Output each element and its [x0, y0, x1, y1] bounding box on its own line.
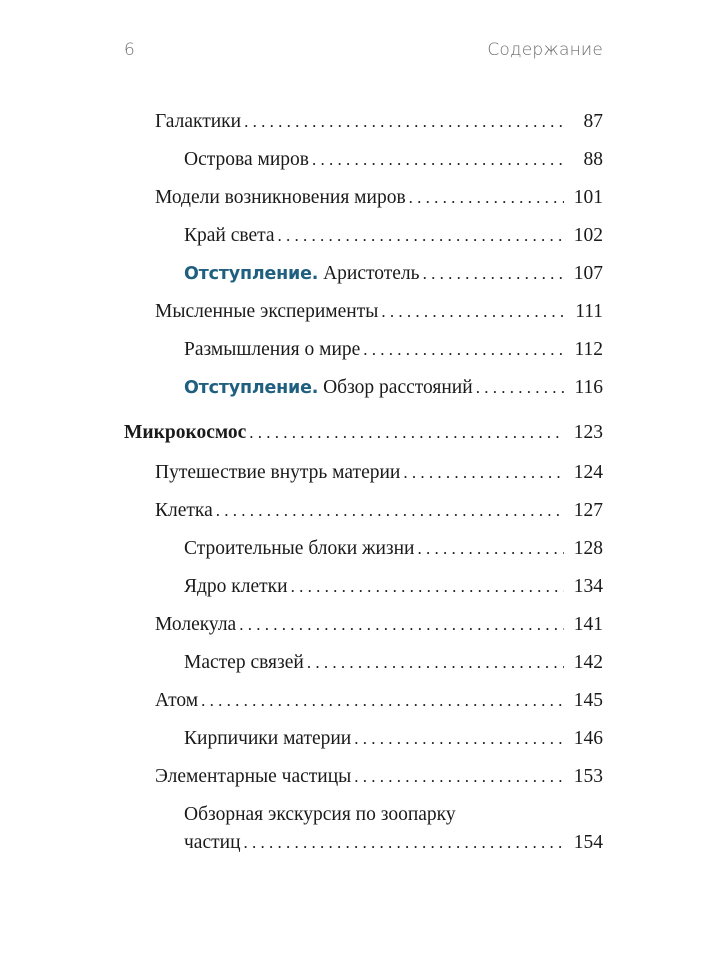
toc-entry[interactable]	[184, 650, 603, 676]
toc-entry-page: 142	[573, 652, 603, 673]
toc-entry-title: Атом	[155, 690, 199, 711]
digression-label: Отступление.	[184, 264, 319, 284]
toc-entry-page: 141	[573, 614, 603, 635]
dot-leader	[249, 420, 564, 446]
toc-entry-title-text: Обзор расстояний	[323, 377, 473, 398]
toc-entry-page: 153	[573, 766, 603, 787]
dot-leader	[244, 830, 564, 856]
toc-entry[interactable]	[184, 536, 603, 562]
toc-entry[interactable]	[155, 109, 603, 135]
toc-entry-title: Кирпичики материи	[184, 728, 352, 749]
toc-entry-page: 87	[583, 111, 603, 132]
toc-entry[interactable]	[155, 299, 603, 325]
toc-entry-title	[184, 261, 420, 287]
dot-leader	[239, 612, 564, 638]
dot-leader	[423, 261, 564, 287]
dot-leader	[307, 650, 564, 676]
running-title: Содержание	[487, 40, 603, 60]
toc-entry-title	[184, 375, 473, 401]
toc-entry[interactable]	[184, 726, 603, 752]
toc-entry[interactable]	[155, 688, 603, 714]
toc-entry[interactable]	[184, 337, 603, 363]
toc-entry[interactable]	[184, 147, 603, 173]
toc-entry-title: Мастер связей	[184, 652, 304, 673]
toc-entry-page: 116	[574, 377, 603, 398]
toc-entry-title-line1[interactable]: Обзорная экскурсия по зоопарку	[184, 804, 456, 825]
toc-entry-page: 154	[573, 832, 603, 853]
toc-entry-title: Галактики	[155, 111, 242, 132]
toc-entry-title: Ядро клетки	[184, 576, 288, 597]
toc-entry-page: 127	[573, 500, 603, 521]
toc-entry-page: 128	[573, 538, 603, 559]
dot-leader	[201, 688, 564, 714]
dot-leader	[291, 574, 564, 600]
dot-leader	[418, 536, 565, 562]
toc-entry-title: Край света	[184, 225, 275, 246]
toc-entry[interactable]	[155, 612, 603, 638]
toc-part-entry[interactable]	[124, 420, 603, 446]
dot-leader	[381, 299, 564, 325]
toc-entry-page: 123	[573, 422, 603, 443]
dot-leader	[363, 337, 564, 363]
toc-entry-page: 112	[574, 339, 603, 360]
toc-entry-title: частиц	[184, 832, 241, 853]
dot-leader	[354, 764, 564, 790]
toc-entry-title: Мысленные эксперименты	[155, 301, 379, 322]
dot-leader	[244, 109, 564, 135]
toc-entry-page: 107	[573, 263, 603, 284]
toc-part-title: Микрокосмос	[124, 422, 247, 443]
toc-entry[interactable]	[155, 764, 603, 790]
dot-leader	[403, 460, 564, 486]
toc-entry[interactable]	[155, 498, 603, 524]
page-number: 6	[124, 40, 135, 60]
dot-leader	[354, 726, 564, 752]
toc-entry-page: 88	[583, 149, 603, 170]
toc-entry-title: Строительные блоки жизни	[184, 538, 415, 559]
dot-leader	[409, 185, 564, 211]
toc-entry-title: Размышления о мире	[184, 339, 361, 360]
toc-entry-title: Острова миров	[184, 149, 309, 170]
dot-leader	[216, 498, 564, 524]
toc-entry[interactable]	[184, 830, 603, 856]
toc-entry[interactable]	[184, 574, 603, 600]
toc-entry-title-text: Аристотель	[323, 263, 420, 284]
toc-entry-page: 101	[573, 187, 603, 208]
toc-entry-title: Элементарные частицы	[155, 766, 352, 787]
dot-leader	[278, 223, 564, 249]
digression-label: Отступление.	[184, 378, 319, 398]
toc-entry-title: Модели возникновения миров	[155, 187, 406, 208]
toc-entry-digression[interactable]	[184, 261, 603, 287]
toc-entry-page: 134	[573, 576, 603, 597]
toc-entry[interactable]	[155, 185, 603, 211]
toc-entry-page: 111	[575, 301, 603, 322]
dot-leader	[476, 375, 564, 401]
toc-entry[interactable]	[184, 223, 603, 249]
toc-entry-page: 102	[573, 225, 603, 246]
toc-entry[interactable]	[155, 460, 603, 486]
dot-leader	[312, 147, 564, 173]
toc-entry-page: 145	[573, 690, 603, 711]
toc-entry-title: Молекула	[155, 614, 237, 635]
toc-entry-page: 124	[573, 462, 603, 483]
toc-entry-title: Клетка	[155, 500, 213, 521]
toc-entry-page: 146	[573, 728, 603, 749]
toc-entry-digression[interactable]	[184, 375, 603, 401]
toc-entry-title: Путешествие внутрь материи	[155, 462, 401, 483]
